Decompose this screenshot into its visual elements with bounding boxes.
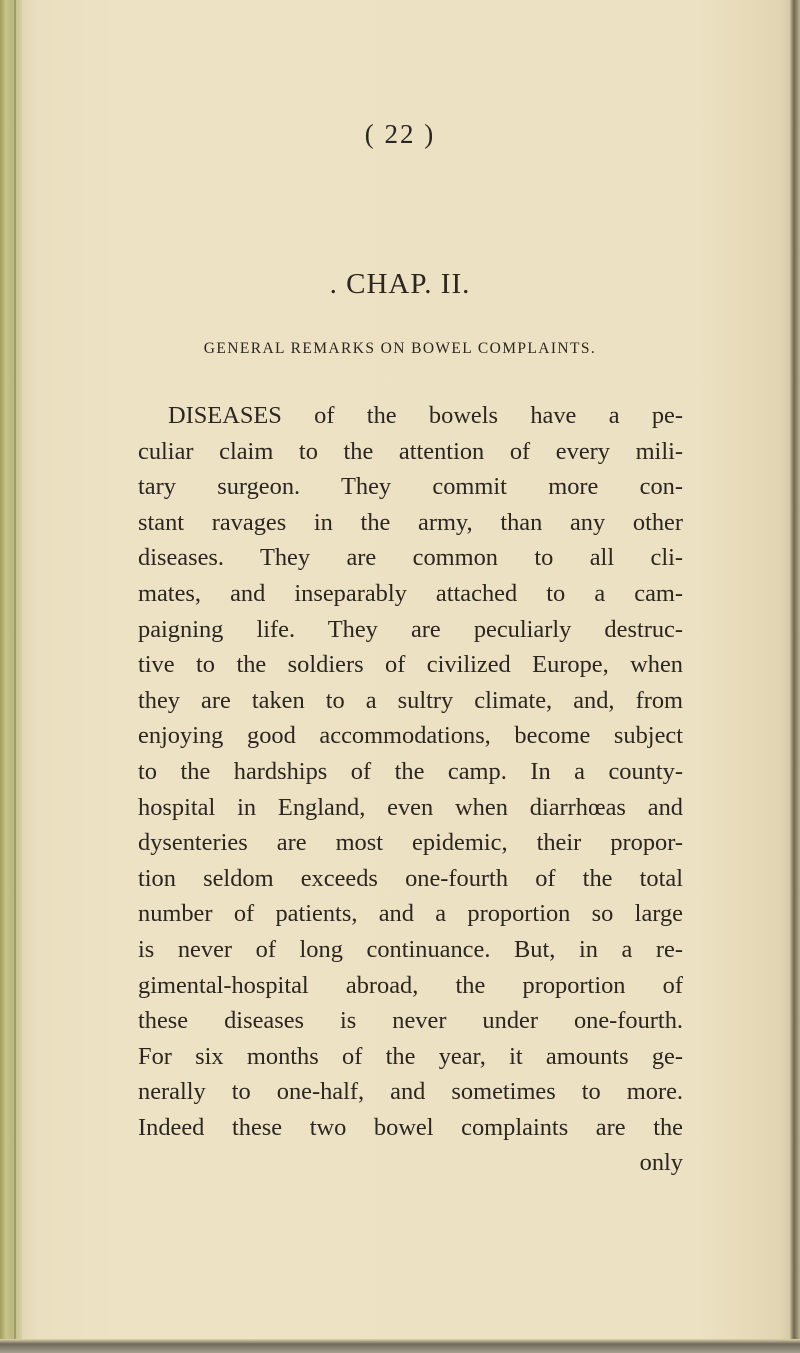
text-line: to the hardships of the camp. In a county- [138, 757, 683, 785]
page-binding-edge [0, 0, 22, 1353]
text-line: tary surgeon. They commit more con- [138, 473, 683, 501]
text-line: enjoying good accommodations, become subject [138, 722, 683, 750]
text-line: stant ravages in the army, than any other [138, 508, 683, 536]
text-line: is never of long continuance. But, in a re- [138, 935, 683, 963]
text-line: tion seldom exceeds one-fourth of the total [138, 864, 683, 892]
chapter-heading: . CHAP. II. [329, 268, 471, 300]
text-line: diseases. They are common to all cli- [138, 544, 683, 572]
text-line: mates, and inseparably attached to a cam- [138, 579, 683, 607]
text-line: dysenteries are most epidemic, their propor- [138, 829, 683, 857]
text-line: hospital in England, even when diarrhœas and [138, 793, 683, 821]
section-title: GENERAL REMARKS ON BOWEL COMPLAINTS. [203, 340, 597, 357]
text-line: For six months of the year, it amounts ge- [138, 1042, 683, 1070]
text-line: they are taken to a sultry climate, and, from [138, 686, 683, 714]
text-line: gimental-hospital abroad, the proportion of [138, 971, 683, 999]
text-line: paigning life. They are peculiarly destruc- [138, 615, 683, 643]
catchword: only [639, 1149, 683, 1177]
text-line: Indeed these two bowel complaints are the [138, 1113, 683, 1141]
text-line: these diseases is never under one-fourth. [138, 1007, 683, 1035]
page-bottom-edge [0, 1339, 800, 1353]
text-line: number of patients, and a proportion so large [138, 900, 683, 928]
text-line: tive to the soldiers of civilized Europe, when [138, 651, 683, 679]
text-line: DISEASES of the bowels have a pe- [168, 402, 683, 429]
text-line: nerally to one-half, and sometimes to more. [138, 1078, 683, 1106]
page-number: ( 22 ) [364, 119, 436, 149]
body-text [138, 398, 683, 1181]
page-right-edge [790, 0, 800, 1353]
text-line: culiar claim to the attention of every mili- [138, 437, 683, 465]
